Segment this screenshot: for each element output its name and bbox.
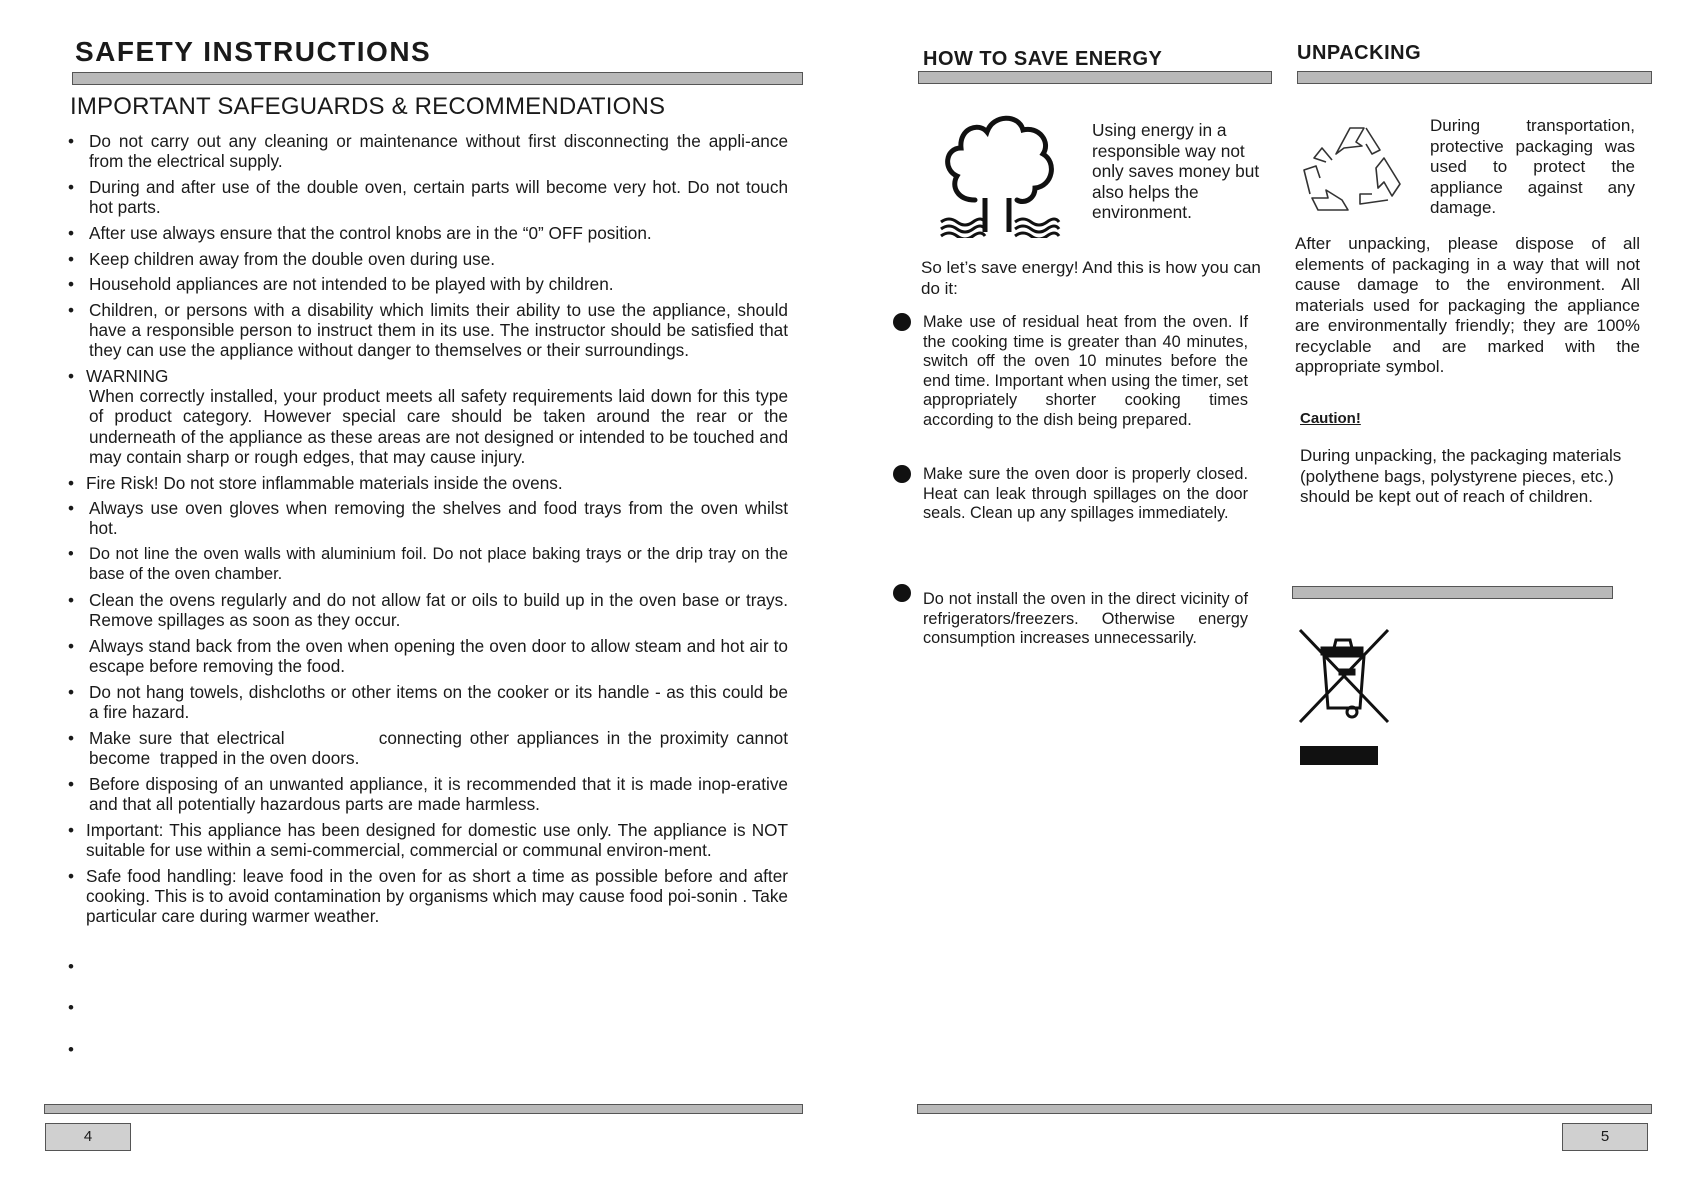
bullet-dot-icon xyxy=(893,584,911,602)
list-item: • Always use oven gloves when removing the shelves and food trays from the oven whilst hot. xyxy=(66,498,788,538)
recycle-icon xyxy=(1300,118,1410,222)
tip-text: Make use of residual heat from the oven. If the cooking time is greater than 40 minutes, switch off the oven 10 minutes before the end time. Important when using the timer, set appropriately shorter cooking times according to the dish being prepared. xyxy=(923,313,1248,429)
energy-rule xyxy=(918,71,1272,84)
list-item: • Always stand back from the oven when opening the oven door to allow steam and hot air to escape before removing the food. xyxy=(66,636,788,676)
safety-list xyxy=(66,131,793,932)
weee-rule xyxy=(1292,586,1613,599)
list-item: • Before disposing of an unwanted appliance, it is recommended that it is made inop-erative and that all potentially hazardous parts are made harmless. xyxy=(66,774,788,814)
section-subtitle: IMPORTANT SAFEGUARDS & RECOMMENDATIONS xyxy=(70,93,666,120)
title-rule xyxy=(72,72,803,85)
list-item: • Clean the ovens regularly and do not allow fat or oils to build up in the oven base or trays. Remove spillages as soon as they occur. xyxy=(66,590,788,630)
warning-label: • WARNING xyxy=(86,366,169,387)
energy-tips xyxy=(893,313,1248,431)
list-item xyxy=(893,584,1248,649)
list-item: • Do not hang towels, dishcloths or other items on the cooker or its handle - as this could be a fire hazard. xyxy=(66,682,788,722)
list-item: • Do not carry out any cleaning or maintenance without first disconnecting the appli-ance from the electrical supply. xyxy=(66,131,788,171)
list-item: • Do not line the oven walls with aluminium foil. Do not place baking trays or the drip tray on the base of the oven chamber. xyxy=(66,544,788,584)
page-title: SAFETY INSTRUCTIONS xyxy=(75,36,432,67)
tree-icon xyxy=(935,108,1065,238)
list-item: • Household appliances are not intended to be played with by children. xyxy=(66,274,788,294)
list-item: • After use always ensure that the control knobs are in the “0” OFF position. xyxy=(66,223,788,243)
energy-tips xyxy=(893,465,1248,524)
empty-bullet: • xyxy=(68,1040,74,1059)
warning-item xyxy=(66,366,788,467)
energy-heading: HOW TO SAVE ENERGY xyxy=(923,48,1163,70)
energy-tips xyxy=(893,584,1248,649)
list-item: • Important: This appliance has been designed for domestic use only. The appliance is NOT suitable for use within a semi-commercial, commercial or communal environ-ment. xyxy=(66,820,788,860)
bullet-dot-icon xyxy=(893,465,911,483)
tip-text: Make sure the oven door is properly closed. Heat can leak through spillages on the door seals. Clean up any spillages immediately. xyxy=(923,465,1248,523)
page-number-right: 5 xyxy=(1562,1123,1648,1151)
unpacking-rule xyxy=(1297,71,1652,84)
list-item: • Make sure that electrical connecting other appliances in the proximity cannot become trapped in the oven doors. xyxy=(66,728,788,768)
energy-lead: So let’s save energy! And this is how you can do it: xyxy=(921,258,1261,298)
footer-rule-right xyxy=(917,1104,1652,1114)
caution-text: During unpacking, the packaging materials (polythene bags, polystyrene pieces, etc.) should be kept out of reach of children. xyxy=(1300,446,1622,506)
unpacking-intro: During transportation, protective packaging was used to protect the appliance against any damage. xyxy=(1430,116,1635,217)
list-item xyxy=(893,313,1248,431)
tip-text: Do not install the oven in the direct vicinity of refrigerators/freezers. Otherwise energy consumption increases unnecessarily. xyxy=(923,590,1248,648)
page-number-left: 4 xyxy=(45,1123,131,1151)
list-item: • Fire Risk! Do not store inflammable materials inside the ovens. xyxy=(66,473,788,493)
unpacking-paragraph: After unpacking, please dispose of all elements of packaging in a way that will not cause damage to the environment. All materials used for packaging the appliance are environmentally friendly; they are 100% recyclable and are marked with the appropriate symbol. xyxy=(1295,234,1640,376)
warning-text: When correctly installed, your product meets all safety requirements laid down for this type of product category. However special care should be taken around the rear or the underneath of the appliance as these areas are not designed or intended to be touched and may contain sharp or rough edges, that may cause injury. xyxy=(89,386,788,467)
list-item: • During and after use of the double oven, certain parts will become very hot. Do not touch hot parts. xyxy=(66,177,788,217)
footer-rule-left xyxy=(44,1104,803,1114)
energy-intro: Using energy in a responsible way not only saves money but also helps the environment. xyxy=(1092,120,1260,222)
list-item: • Safe food handling: leave food in the oven for as short a time as possible before and after cooking. This is to avoid contamination by organisms which may cause food poi-sonin . Take particular care during warmer weather. xyxy=(66,866,788,927)
empty-bullet: • xyxy=(68,998,74,1017)
caution-label: Caution! xyxy=(1300,410,1361,427)
list-item: • Keep children away from the double oven during use. xyxy=(66,249,788,269)
list-item xyxy=(893,465,1248,524)
crossed-bin-icon xyxy=(1292,624,1392,766)
bullet-dot-icon xyxy=(893,313,911,331)
list-item: • Children, or persons with a disability which limits their ability to use the appliance, should have a responsible person to instruct them in its use. The instructor should be satisfied that they can use the appliance without danger to themselves or their surroundings. xyxy=(66,300,788,361)
empty-bullet: • xyxy=(68,957,74,976)
unpacking-heading: UNPACKING xyxy=(1297,42,1422,64)
